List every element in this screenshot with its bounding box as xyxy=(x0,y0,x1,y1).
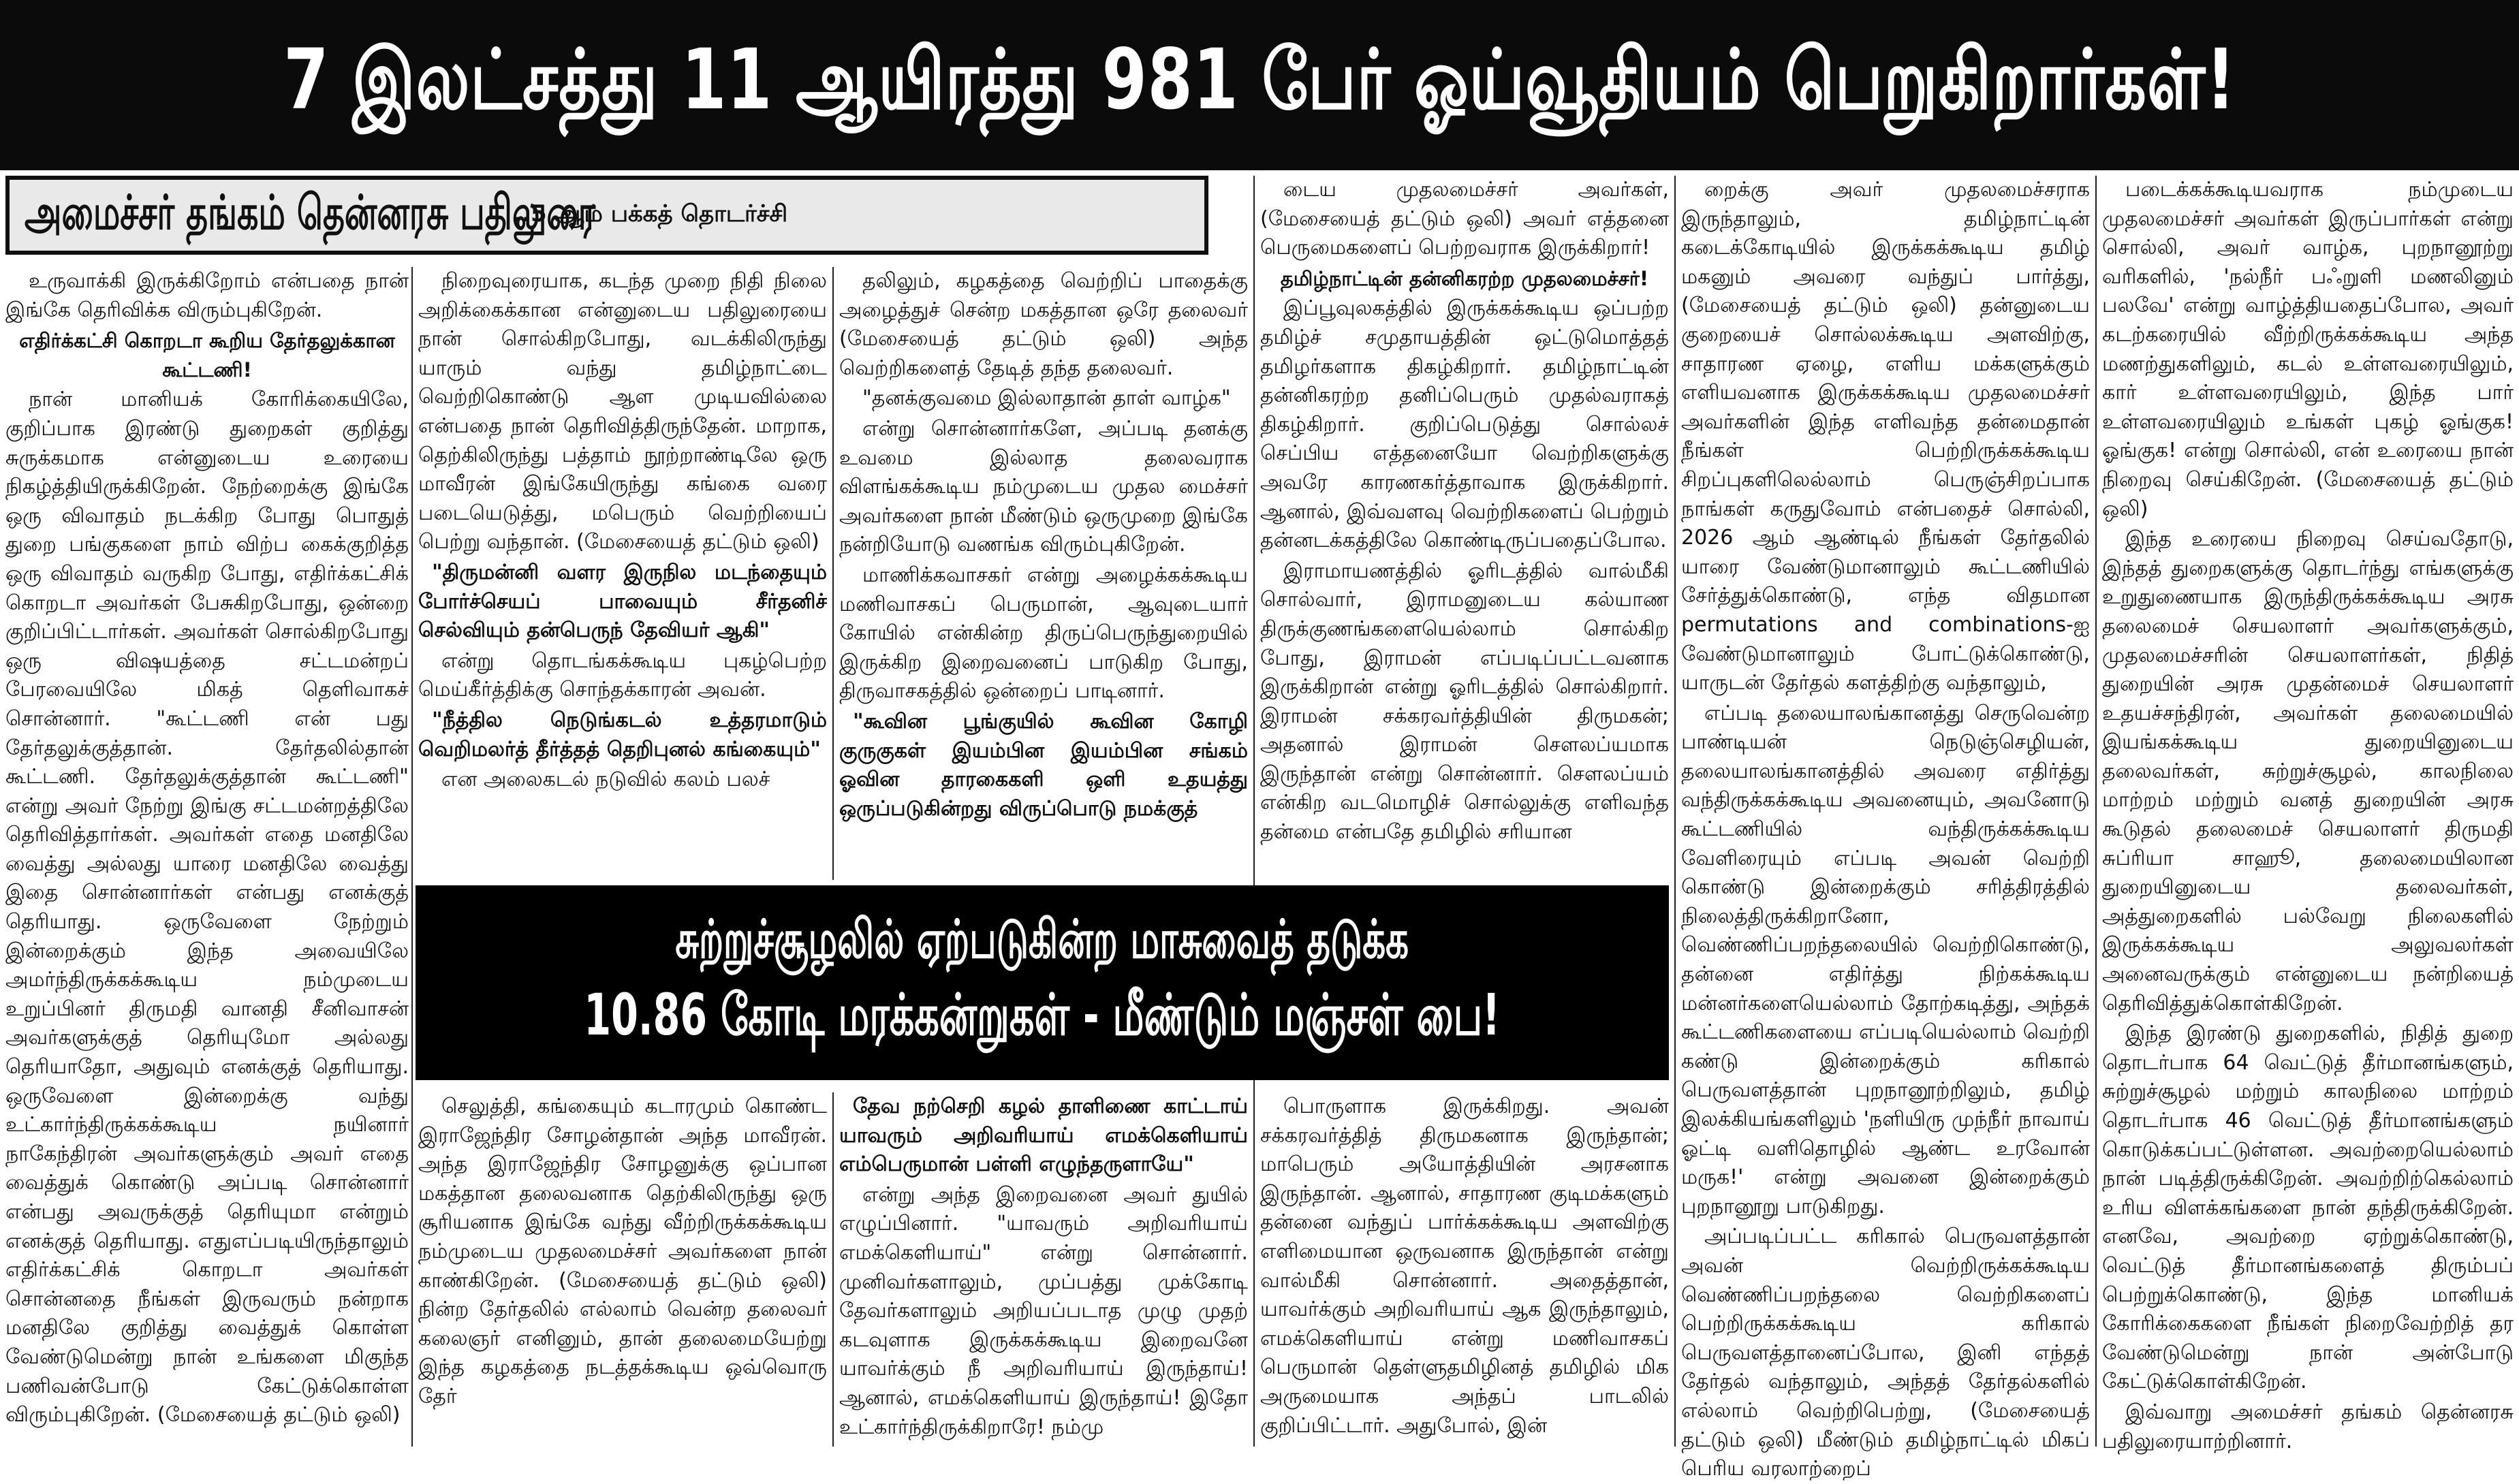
article-column-1 xyxy=(5,267,409,1447)
paragraph: இராமாயணத்தில் ஓரிடத்தில் வால்மீகி சொல்வார், இராமனுடைய கல்யாண திருக்குணங்களையெல்லாம் சொல்கிற போது, இராமன் எப்படிப்பட்டவனாக இருக்கிறான் என்று ஓரிடத்தில் சொல்கிறார். இராமன் சக்கரவர்த்தியின் திருமகன்; அதனால் இராமன் செளலப்யமாக இருந்தான் என்று சொன்னார். செளலப்யம் என்கிற வடமொழிச் சொல்லுக்கு எளிவந்த தன்மை என்பதே தமிழில் சரியான xyxy=(1260,558,1669,844)
feature-box-line-2: 10.86 கோடி மரக்கன்றுகள் - மீண்டும் மஞ்சள் பை! xyxy=(584,981,1501,1048)
quotation: "நீத்தில நெடுங்கடல் உத்தரமாடும் வெறிமலர்த் தீர்த்தத் தெறிபுனல் கங்கையும்" xyxy=(418,708,827,761)
paragraph: டைய முதலமைச்சர் அவர்கள், (மேசையைத் தட்டும் ஒலி) அவர் எத்தனை பெருமைகளைப் பெற்றவராக இருக்கிறார்! xyxy=(1260,178,1669,260)
paragraph: என அலைகடல் நடுவில் கலம் பலச் xyxy=(441,768,770,792)
subheadline-box xyxy=(5,176,1208,255)
article-column-6 xyxy=(2102,176,2514,1453)
continuation-note: ..5 ஆம் பக்கத் தொடர்ச்சி xyxy=(513,200,788,227)
column-divider xyxy=(411,267,413,1447)
paragraph: என்று அந்த இறைவனை அவர் துயில் எழுப்பினார். "யாவரும் அறிவரியாய் எமக்கெளியாய்" என்று சொன்னார். முனிவர்களாலும், முப்பத்து முக்கோடி தேவர்களாலும் அறியப்படாத முழு முதற் கடவுளாக இருக்கக்கூடிய இறைவனே யாவர்க்கும் நீ அறிவரியாய் இருந்தாய்! ஆனால், எமக்கெளியாய் இருந்தாய்! இதோ உட்கார்ந்திருக்கிறாரே! நம்மு xyxy=(839,1182,1248,1439)
paragraph: செலுத்தி, கங்கையும் கடாரமும் கொண்ட இராஜேந்திர சோழன்தான் அந்த மாவீரன். அந்த இராஜேந்திர சோழனுக்கு ஒப்பான மகத்தான தலைவனாக தெற்கிலிருந்து ஒரு சூரியனாக இங்கே வந்து வீற்றிருக்கக்கூடிய நம்முடைய முதலமைச்சர் அவர்களை நான் காண்கிறேன். (மேசையைத் தட்டும் ஒலி) நின்ற தேர்தலில் எல்லாம் வென்ற தலைவர் கலைஞர் எனினும், தான் தலைமையேற்று இந்த கழகத்தை நடத்தக்கூடிய ஒவ்வொரு தேர் xyxy=(418,1094,827,1408)
paragraph: அப்படிப்பட்ட கரிகால் பெருவளத்தான் அவன் வெற்றிருக்கக்கூடிய வெண்ணிப்பறந்தலை வெற்றிகளைப் பெற்றிருக்கக்கூடிய கரிகால் பெருவளத்தானைப்போல, இனி எந்தத் தேர்தல் வந்தாலும், அந்தத் தேர்தல்களில் எல்லாம் வெற்றிபெற்று, (மேசையைத் தட்டும் ஒலி) மீண்டும் தமிழ்நாட்டில் மிகப் பெரிய வரலாற்றைப் xyxy=(1681,1225,2090,1481)
paragraph: உருவாக்கி இருக்கிறோம் என்பதை நான் இங்கே தெரிவிக்க விரும்புகிறேன். xyxy=(5,269,409,322)
paragraph: நான் மானியக் கோரிக்கையிலே, குறிப்பாக இரண்டு துறைகள் குறித்து சுருக்கமாக என்னுடைய உரையை நிகழ்த்தியிருக்கிறேன். நேற்றைக்கு இங்கே ஒரு விவாதம் நடக்கிற போது பொதுத் துறை பங்குகளை நாம் விற்ப கைக்குறித்த ஒரு விவாதம் வருகிற போது, எதிர்க்கட்சிக் கொறடா அவர்கள் பேசுகிறபோது, ஒன்றை குறிப்பிட்டார்கள். அவர்கள் சொல்கிறபோது ஒரு விஷயத்தை சட்டமன்றப் பேரவையிலே மிகத் தெளிவாகச் சொன்னார். "கூட்டணி என் பது தேர்தலுக்குத்தான். தேர்தலில்தான் கூட்டணி. தேர்தலுக்குத்தான் கூட்டணி" என்று அவர் நேற்று இங்கு சட்டமன்றத்திலே தெரிவித்தார்கள். அவர்கள் எதை மனதிலே வைத்து அல்லது யாரை மனதிலே வைத்து இதை சொன்னார்கள் என்பது எனக்குத் தெரியாது. ஒருவேளை நேற்றும் இன்றைக்கும் இந்த அவையிலே அமர்ந்திருக்கக்கூடிய நம்முடைய உறுப்பினர் திருமதி வானதி சீனிவாசன் அவர்களுக்குத் தெரியுமோ அல்லது தெரியாதோ, அதுவும் எனக்குத் தெரியாது. ஒருவேளை இன்றைக்கு வந்து உட்கார்ந்திருக்கக்கூடிய நயினார் நாகேந்திரன் அவர்களுக்கும் அவர் எதை வைத்துக் கொண்டு அப்படி சொன்னார் என்பது அவருக்குத் தெரியுமா என்றும் எனக்குத் தெரியாது. எதுஎப்படியிருந்தாலும் எதிர்க்கட்சிக் கொறடா அவர்கள் சொன்னதை நீங்கள் இருவரும் நன்றாக மனதிலே குறித்து வைத்துக் கொள்ள வேண்டுமென்று நான் உங்களை மிகுந்த பணிவன்போடு கேட்டுக்கொள்ள விரும்புகிறேன். (மேசையைத் தட்டும் ஒலி) xyxy=(5,388,409,1427)
paragraph: றைக்கு அவர் முதலமைச்சராக இருந்தாலும், தமிழ்நாட்டின் கடைக்கோடியில் இருக்கக்கூடிய தமிழ் மகனும் அவரை வந்துப் பார்த்து, (மேசையைத் தட்டும் ஒலி) தன்னுடைய குறையைச் சொல்லக்கூடிய அளவிற்கு, சாதாரண ஏழை, எளிய மக்களுக்கும் எளியவனாக இருக்கக்கூடிய முதலமைச்சர் அவர்களின் இந்த எளிவந்த தன்மைதான் நீங்கள் பெற்றிருக்கக்கூடிய சிறப்புகளிலெல்லாம் பெருஞ்சிறப்பாக நாங்கள் கருதுவோம் என்பதைச் சொல்லி, 2026 ஆம் ஆண்டில் நீங்கள் தேர்தலில் யாரை வேண்டுமானாலும் கூட்டணியில் சேர்த்துக்கொண்டு, எந்த விதமான permutations and combinations-ஐ வேண்டுமானாலும் போட்டுக்கொண்டு, யாருடன் தேர்தல் களத்திற்கு வந்தாலும், xyxy=(1681,178,2090,695)
article-column-4-lower xyxy=(1260,1092,1669,1447)
paragraph: இப்பூவுலகத்தில் இருக்கக்கூடிய ஒப்பற்ற தமிழ்ச் சமுதாயத்தின் ஒட்டுமொத்தத் தமிழர்களாக திகழ்கிறார். தமிழ்நாட்டின் தன்னிகரற்ற தனிப்பெரும் முதல்வராகத் திகழ்கிறார். குறிப்பெடுத்து சொல்லச் செப்பிய எத்தனையோ வெற்றிகளுக்கு அவரே காரணகர்த்தாவாக இருக்கிறார். ஆனால், இவ்வளவு வெற்றிகளைப் பெற்றும் தன்னடக்கத்திலே கொண்டிருப்பதைப்போல. xyxy=(1260,296,1669,553)
paragraph: பொருளாக இருக்கிறது. அவன் சக்கரவர்த்தித் திருமகனாக இருந்தான்; மாபெரும் அயோத்தியின் அரசனாக இருந்தான். ஆனால், சாதாரண குடிமக்களும் தன்னை வந்துப் பார்க்கக்கூடிய அளவிற்கு எளிமையான ஒருவனாக இருந்தான் என்று வால்மீகி சொன்னார். அதைத்தான், யாவர்க்கும் அறிவரியாய் ஆக இருந்தாலும், எமக்கெளியாய் என்று மணிவாசகப் பெருமான் தெள்ளுதமிழினத் தமிழில் மிக அருமையாக அந்தப் பாடலில் குறிப்பிட்டார். அதுபோல், இன் xyxy=(1260,1094,1669,1438)
paragraph: படைக்கக்கூடியவராக நம்முடைய முதலமைச்சர் அவர்கள் இருப்பார்கள் என்று சொல்லி, அவர் வாழ்க, புறநானூற்று வரிகளில், 'நல்நீர் பஃறுளி மணலினும் பலவே' என்று வாழ்த்தியதைப்போல, அவர் கடற்கரையில் வீற்றிருக்கக்கூடிய அந்த மணற்துகளிலும், கடல் உள்ளவரையிலும், கார் உள்ளவரையிலும், இந்த பார் உள்ளவரையிலும் உங்கள் புகழ் ஓங்குக! ஓங்குக! என்று சொல்லி, என் உரையை நான் நிறைவு செய்கிறேன். (மேசையைத் தட்டும் ஒலி) xyxy=(2102,178,2514,521)
column-divider xyxy=(832,1092,834,1447)
paragraph: இந்த உரையை நிறைவு செய்வதோடு, இந்தத் துறைகளுக்கு தொடர்ந்து எங்களுக்கு உறுதுணையாக இருந்திருக்கக்கூடிய அரசு தலைமைச் செயலாளர் அவர்களுக்கும், முதலமைச்சரின் செயலாளர்கள், நிதித் துறையின் அரசு முதன்மைச் செயலாளர் உதயச்சந்திரன், அவர்கள் தலைமையில் இயங்கக்கூடிய துறையினுடைய தலைவர்கள், சுற்றுச்சூழல், காலநிலை மாற்றம் மற்றும் வனத் துறையின் அரசு கூடுதல் தலைமைச் செயலாளர் திருமதி சுப்ரியா சாஹூ, தலைமையிலான துறையினுடைய தலைவர்கள், அத்துறைகளில் பல்வேறு நிலைகளில் இருக்கக்கூடிய அலுவலர்கள் அனைவருக்கும் என்னுடைய நன்றியைத் தெரிவித்துக்கொள்கிறேன். xyxy=(2102,527,2514,1015)
subheadline-title: அமைச்சர் தங்கம் தென்னரசு பதிலுரை xyxy=(25,184,596,240)
article-column-4 xyxy=(1260,176,1669,880)
paragraph: இவ்வாறு அமைச்சர் தங்கம் தென்னரசு பதிலுரையாற்றினார். xyxy=(2102,1400,2514,1453)
paragraph: என்று தொடங்கக்கூடிய புகழ்பெற்ற மெய்கீர்த்திக்கு சொந்தக்காரன் அவன். xyxy=(418,648,827,702)
quotation: "கூவின பூங்குயில் கூவின கோழி குருகுகள் இயம்பின இயம்பின சங்கம் ஓவின தாரகைகளி ஒளி உதயத்து ஒருப்படுகின்றது விருப்பொடு நமக்குத் xyxy=(839,709,1248,821)
article-column-3-lower xyxy=(839,1092,1248,1447)
quotation: தேவ நற்செறி கழல் தாளிணை காட்டாய் யாவரும் அறிவரியாய் எமக்கெளியாய் எம்பெருமான் பள்ளி எழுந்தருளாயே" xyxy=(839,1094,1248,1177)
headline: 7 இலட்சத்து 11 ஆயிரத்து 981 பேர் ஓய்வூதியம் பெறுகிறார்கள்! xyxy=(283,31,2236,128)
subheading: தமிழ்நாட்டின் தன்னிகரற்ற முதலமைச்சர்! xyxy=(1280,266,1649,290)
feature-box-line-1: சுற்றுச்சூழலில் ஏற்படுகின்ற மாசுவைத் தடுக்க xyxy=(675,909,1409,970)
headline-banner xyxy=(0,0,2519,170)
paragraph: என்று சொன்னார்களே, அப்படி தனக்கு உவமை இல்லாத தலைவராக விளங்கக்கூடிய நம்முடைய முதல மைச்சர் அவர்களை நான் மீண்டும் ஒருமுறை இங்கே நன்றியோடு வணங்க விரும்புகிறேன். xyxy=(839,416,1248,557)
subheading: எதிர்க்கட்சி கொறடா கூறிய தேர்தலுக்கான கூட்டணி! xyxy=(19,329,395,381)
column-divider xyxy=(2095,176,2097,1447)
paragraph: "தனக்குவமை இல்லாதான் தாள் வாழ்க" xyxy=(862,386,1231,411)
paragraph: எப்படி தலையாலங்கானத்து செருவென்ற பாண்டியன் நெடுஞ்செழியன், தலையாலங்கானத்தில் அவரை எதிர்த்து வந்திருக்கக்கூடிய அவனையும், அவனோடு கூட்டணியில் வந்திருக்கக்கூடிய வேளிரையும் எப்படி அவன் வெற்றி கொண்டு இன்றைக்கும் சரித்திரத்தில் நிலைத்திருக்கிறானோ, வெண்ணிப்பறந்தலையில் வெற்றிகொண்டு, தன்னை எதிர்த்து நிற்கக்கூடிய மன்னர்களையெல்லாம் தோற்கடித்து, அந்தக் கூட்டணிகளையை எப்படியெல்லாம் வெற்றி கண்டு இன்றைக்கும் கரிகால் பெருவளத்தான் புறநானூற்றிலும், தமிழ் இலக்கியங்களிலும் 'நளியிரு முந்நீர் நாவாய் ஓட்டி வளிதொழில் ஆண்ட உரவோன் மருக!' என்று அவனை இன்றைக்கும் புறநானூறு பாடுகிறது. xyxy=(1681,701,2090,1218)
article-column-2 xyxy=(418,267,827,880)
column-divider xyxy=(1674,176,1676,1447)
paragraph: தலிலும், கழகத்தை வெற்றிப் பாதைக்கு அழைத்துச் சென்ற மகத்தான ஒரே தலைவர் (மேசையைத் தட்டும் ஒலி) அந்த வெற்றிகளைத் தேடித் தந்த தலைவர். xyxy=(839,269,1248,380)
column-divider xyxy=(1253,176,1255,1447)
article-column-5 xyxy=(1681,176,2090,1481)
paragraph: நிறைவுரையாக, கடந்த முறை நிதி நிலை அறிக்கைக்கான என்னுடைய பதிலுரையை நான் சொல்கிறபோது, வடக்கிலிருந்து யாரும் வந்து தமிழ்நாட்டை வெற்றிகொண்டு ஆள முடியவில்லை என்பதை நான் தெரிவித்திருந்தேன். மாறாக, தெற்கிலிருந்து பத்தாம் நூற்றாண்டிலே ஒரு மாவீரன் இங்கேயிருந்து கங்கை வரை படையெடுத்து, மபெரும் வெற்றியைப் பெற்று வந்தான். (மேசையைத் தட்டும் ஒலி) xyxy=(418,269,827,554)
article-column-2-lower xyxy=(418,1092,827,1447)
paragraph: இந்த இரண்டு துறைகளில், நிதித் துறை தொடர்பாக 64 வெட்டுத் தீர்மானங்களும், சுற்றுச்சூழல் மற்றும் காலநிலை மாற்றம் தொடர்பாக 46 வெட்டுத் தீர்மானங்களும் கொடுக்கப்பட்டுள்ளன. அவற்றையெல்லாம் நான் படித்திருக்கிறேன். அவற்றிற்கெல்லாம் உரிய விளக்கங்களை நான் தந்திருக்கிறேன். எனவே, அவற்றை ஏற்றுக்கொண்டு, வெட்டுத் தீர்மானங்களைத் திரும்பப் பெற்றுக்கொண்டு, இந்த மானியக் கோரிக்கைகளை நீங்கள் நிறைவேற்றித் தர வேண்டுமென்று நான் அன்போடு கேட்டுக்கொள்கிறேன். xyxy=(2102,1022,2514,1394)
article-column-3 xyxy=(839,267,1248,880)
column-divider xyxy=(832,267,834,880)
quotation: "திருமன்னி வளர இருநில மடந்தையும் போர்ச்செயப் பாவையும் சீர்தனிச் செல்வியும் தன்பெருந் தேவியர் ஆகி" xyxy=(418,560,827,643)
paragraph: மாணிக்கவாசகர் என்று அழைக்கக்கூடிய மணிவாசகப் பெருமான், ஆவுடையார் கோயில் என்கின்ற திருப்பெருந்துறையில் இருக்கிற இறைவனைப் பாடுகிற போது, திருவாசகத்தில் ஒன்றைப் பாடினார். xyxy=(839,563,1248,704)
feature-box xyxy=(416,885,1669,1080)
